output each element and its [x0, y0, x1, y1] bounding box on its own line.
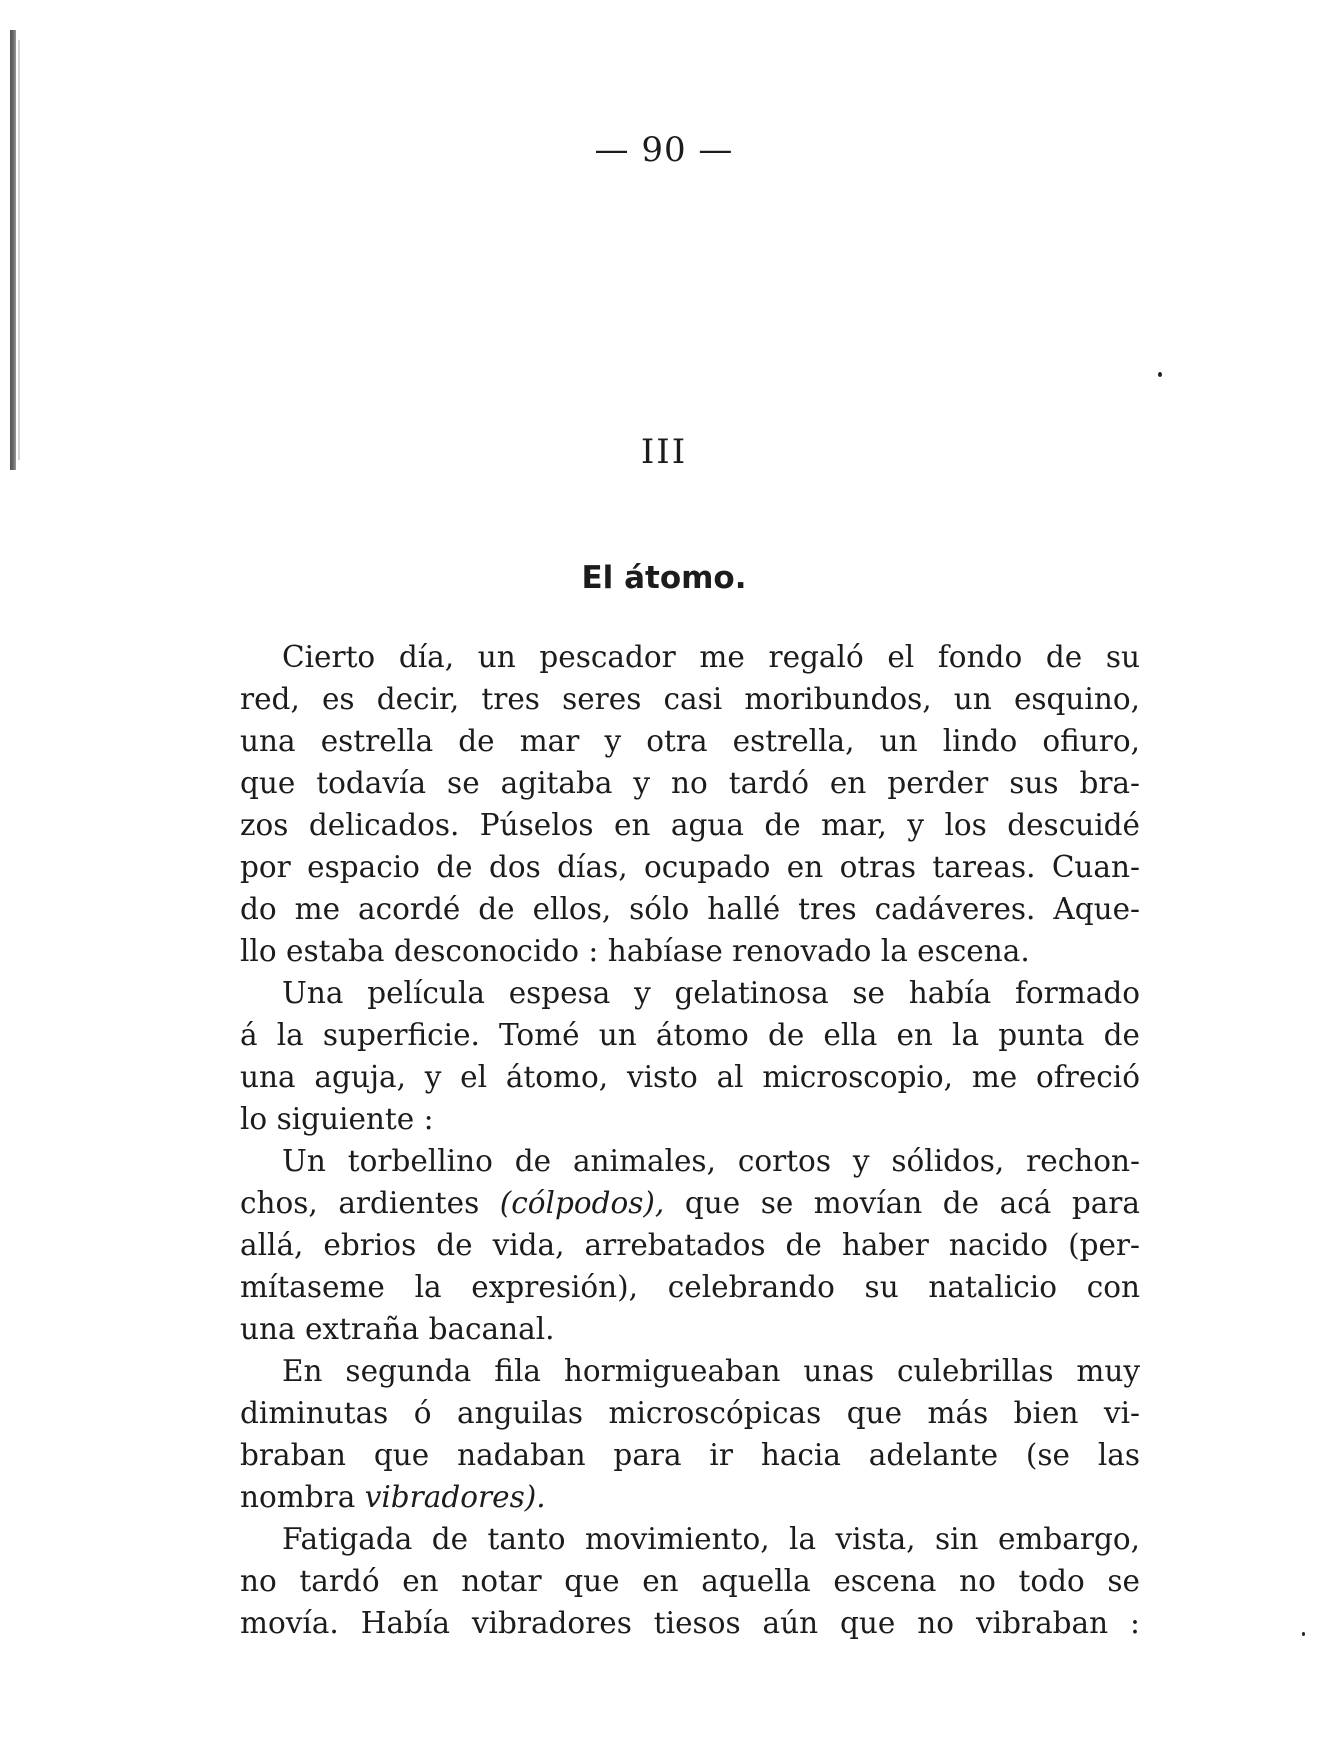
text-line: Un torbellino de animales, cortos y sólidos, rechon-	[282, 1144, 1140, 1178]
text-segment: que se movían de acá para	[664, 1186, 1140, 1220]
text-line: mítaseme la expresión), celebrando su natalicio con	[240, 1270, 1140, 1304]
chapter-numeral: III	[640, 432, 688, 472]
text-line: á la superficie. Tomé un átomo de ella en la punta de	[240, 1018, 1140, 1052]
page-number: — 90 —	[594, 130, 734, 170]
text-line: una extraña bacanal.	[240, 1312, 555, 1346]
body-text	[240, 636, 1140, 1644]
italic-term: (cólpodos),	[499, 1186, 665, 1220]
text-segment: chos, ardientes	[240, 1186, 500, 1220]
italic-term: vibradores).	[364, 1480, 546, 1514]
text-line: lo siguiente :	[240, 1102, 434, 1136]
chapter-title: El átomo.	[581, 560, 747, 596]
text-line: red, es decir, tres seres casi moribundos, un esquino,	[240, 682, 1140, 716]
text-line: En segunda fila hormigueaban unas culebrillas muy	[282, 1354, 1140, 1388]
text-line: una aguja, y el átomo, visto al microscopio, me ofreció	[240, 1060, 1140, 1094]
text-line: diminutas ó anguilas microscópicas que más bien vi-	[240, 1396, 1140, 1430]
text-line: llo estaba desconocido : habíase renovado la escena.	[240, 934, 1030, 968]
text-line: que todavía se agitaba y no tardó en perder sus bra-	[240, 766, 1140, 800]
ink-speck	[1302, 1632, 1305, 1636]
text-line: allá, ebrios de vida, arrebatados de haber nacido (per-	[240, 1228, 1140, 1262]
text-line	[240, 1182, 1140, 1224]
text-line: zos delicados. Púselos en agua de mar, y los descuidé	[240, 808, 1140, 842]
page-binding-edge	[10, 30, 16, 470]
text-line: movía. Había vibradores tiesos aún que no vibraban :	[240, 1606, 1140, 1640]
text-line: braban que nadaban para ir hacia adelante (se las	[240, 1438, 1140, 1472]
text-segment: nombra	[240, 1480, 365, 1514]
text-line	[240, 1476, 1140, 1518]
text-line: por espacio de dos días, ocupado en otras tareas. Cuan-	[240, 850, 1140, 884]
ink-speck	[1158, 372, 1162, 377]
text-line: Fatigada de tanto movimiento, la vista, sin embargo,	[282, 1522, 1140, 1556]
text-line: no tardó en notar que en aquella escena no todo se	[240, 1564, 1140, 1598]
text-line: do me acordé de ellos, sólo hallé tres cadáveres. Aque-	[240, 892, 1140, 926]
text-line: Cierto día, un pescador me regaló el fondo de su	[282, 640, 1140, 674]
page-binding-shadow	[18, 40, 20, 460]
text-line: una estrella de mar y otra estrella, un lindo ofiuro,	[240, 724, 1140, 758]
text-line: Una película espesa y gelatinosa se había formado	[282, 976, 1140, 1010]
